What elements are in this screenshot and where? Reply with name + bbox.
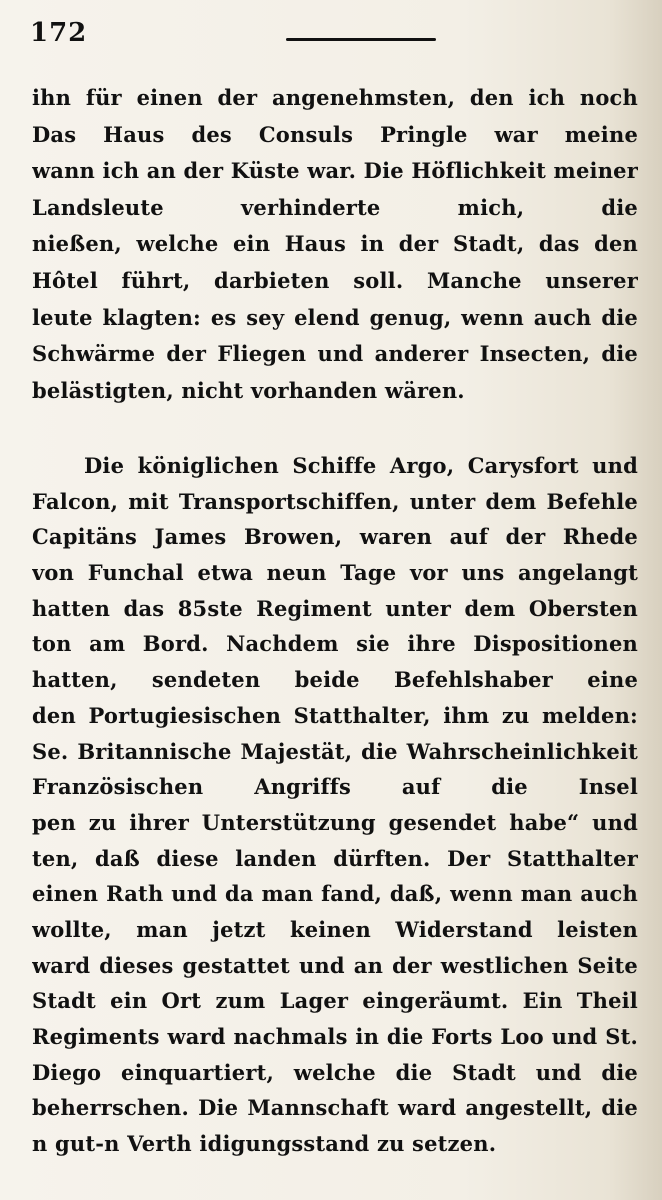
text-line: nießen, welche ein Haus in der Stadt, das den: [32, 231, 638, 257]
text-line: n gut‑n Verth idigungsstand zu setzen.: [32, 1131, 497, 1157]
text-line: Falcon, mit Transportschiffen, unter dem Befehle: [32, 488, 638, 514]
text-line: Se. Britannische Majestät, die Wahrscheinlichkeit: [32, 738, 638, 764]
text-line: belästigten, nicht vorhanden wären.: [32, 377, 465, 403]
text-line: leute klagten: es sey elend genug, wenn auch die: [32, 304, 638, 330]
text-line: ten, daß diese landen dürften. Der Statthalter: [32, 845, 638, 871]
text-line: Die königlichen Schiffe Argo, Carysfort und: [84, 453, 638, 478]
header-rule: [286, 38, 436, 41]
text-line: Capitäns James Browen, waren auf der Rhede: [32, 524, 638, 550]
paragraph-1: [32, 80, 638, 409]
paragraph-2: [32, 448, 638, 1162]
page-number: 172: [30, 18, 88, 48]
text-line: wann ich an der Küste war. Die Höflichkeit meiner: [32, 158, 638, 184]
text-line: Regiments ward nachmals in die Forts Loo und St.: [32, 1024, 638, 1049]
text-line: hatten, sendeten beide Befehlshaber eine: [32, 667, 638, 693]
text-line: Französischen Angriffs auf die Insel: [32, 774, 638, 800]
text-line: von Funchal etwa neun Tage vor uns angelangt: [32, 560, 638, 586]
text-line: beherrschen. Die Mannschaft ward angestellt, die: [32, 1095, 638, 1121]
text-line: Hôtel führt, darbieten soll. Manche unserer: [32, 267, 638, 293]
text-line: ton am Bord. Nachdem sie ihre Dispositionen: [32, 631, 638, 657]
text-line: ihn für einen der angenehmsten, den ich noch: [32, 85, 638, 110]
text-line: Landsleute verhinderte mich, die: [32, 194, 638, 220]
text-line: einen Rath und da man fand, daß, wenn man auch: [32, 881, 638, 907]
text-line: Das Haus des Consuls Pringle war meine: [32, 121, 638, 147]
text-line: Schwärme der Fliegen und anderer Insecten, die: [32, 341, 638, 367]
text-line: hatten das 85ste Regiment unter dem Obersten: [32, 595, 638, 621]
text-line: Stadt ein Ort zum Lager eingeräumt. Ein Theil: [32, 988, 638, 1014]
text-line: den Portugiesischen Statthalter, ihm zu melden:: [32, 702, 638, 728]
text-line: ward dieses gestattet und an der westlichen Seite: [32, 952, 638, 978]
text-line: pen zu ihrer Unterstützung gesendet habe“ und: [32, 809, 638, 835]
text-line: wollte, man jetzt keinen Widerstand leisten: [32, 916, 638, 942]
page-header: [30, 18, 632, 58]
text-line: Diego einquartiert, welche die Stadt und die: [32, 1059, 638, 1085]
